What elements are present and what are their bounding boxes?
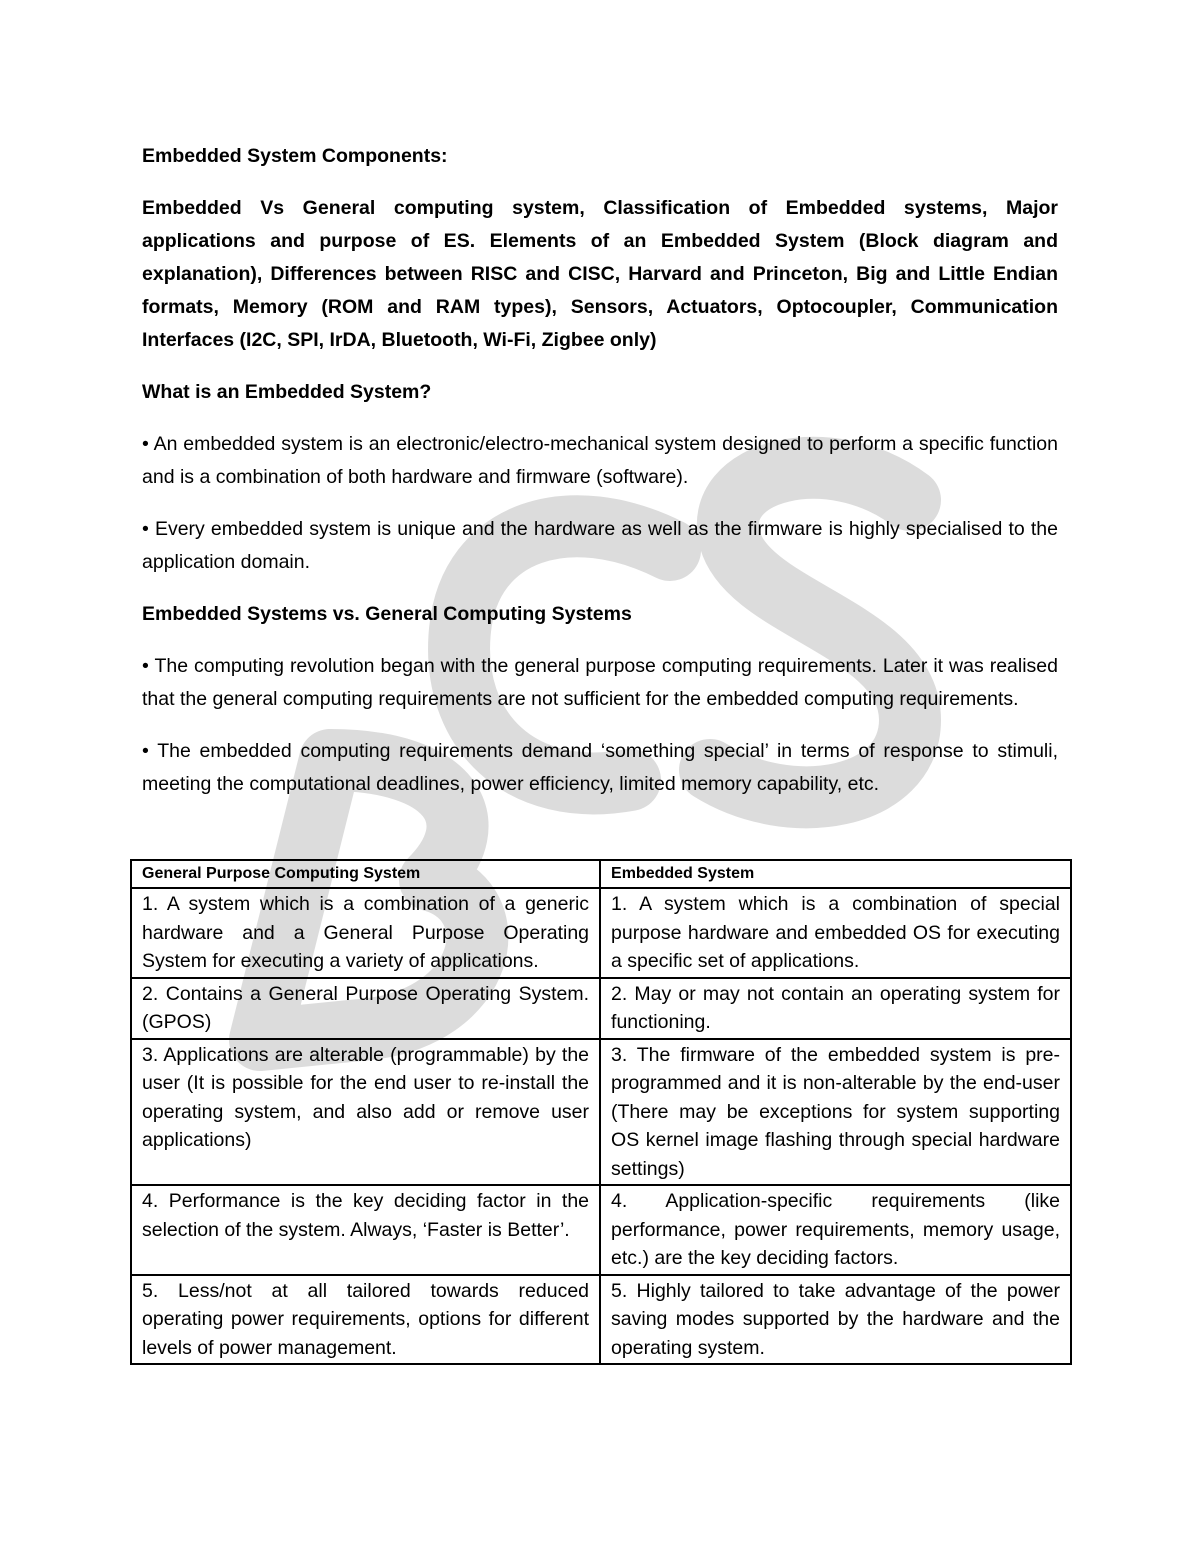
table-header-row — [131, 860, 1071, 888]
table-row — [131, 1185, 1071, 1275]
table-cell: 3. The firmware of the embedded system is pre-programmed and it is non-alterable by the end-user (There may be exceptions for system supporting OS kernel image flashing through special hardware settings) — [600, 1039, 1071, 1186]
table-cell: 4. Application-specific requirements (like performance, power requirements, memory usage, etc.) are the key deciding factors. — [600, 1185, 1071, 1275]
comparison-heading: Embedded Systems vs. General Computing Systems — [142, 603, 632, 625]
comparison-table — [130, 859, 1072, 1365]
table-row — [131, 1039, 1071, 1186]
document-body — [142, 140, 1058, 820]
column-header-embedded: Embedded System — [600, 860, 1071, 888]
definition-bullet-1: • An embedded system is an electronic/electro-mechanical system designed to perform a specific function and is a combination of both hardware and firmware (software). — [142, 433, 1058, 488]
table-cell: 2. Contains a General Purpose Operating System. (GPOS) — [131, 978, 600, 1039]
table-cell: 1. A system which is a combination of special purpose hardware and embedded OS for executing a specific set of applications. — [600, 888, 1071, 978]
syllabus-paragraph: Embedded Vs General computing system, Classification of Embedded systems, Major applications and purpose of ES. Elements of an Embedded System (Block diagram and explanation), Differences between RISC and CISC, Harvard and Princeton, Big and Little Endian formats, Memory (ROM and RAM types), Sensors, Actuators, Optocoupler, Communication Interfaces (I2C, SPI, IrDA, Bluetooth, Wi-Fi, Zigbee only) — [142, 197, 1058, 351]
table-cell: 5. Highly tailored to take advantage of the power saving modes supported by the hardware and the operating system. — [600, 1275, 1071, 1365]
question-heading-embedded-system: What is an Embedded System? — [142, 381, 432, 403]
table-row — [131, 978, 1071, 1039]
table-row — [131, 1275, 1071, 1365]
table-cell: 3. Applications are alterable (programmable) by the user (It is possible for the end user to re-install the operating system, and also add or remove user applications) — [131, 1039, 600, 1186]
column-header-general: General Purpose Computing System — [131, 860, 600, 888]
table-cell: 5. Less/not at all tailored towards reduced operating power requirements, options for different levels of power management. — [131, 1275, 600, 1365]
comparison-bullet-2: • The embedded computing requirements demand ‘something special’ in terms of response to stimuli, meeting the computational deadlines, power efficiency, limited memory capability, etc. — [142, 740, 1058, 795]
table-cell: 2. May or may not contain an operating system for functioning. — [600, 978, 1071, 1039]
table-cell: 4. Performance is the key deciding factor in the selection of the system. Always, ‘Faster is Better’. — [131, 1185, 600, 1275]
table-cell: 1. A system which is a combination of a generic hardware and a General Purpose Operating System for executing a variety of applications. — [131, 888, 600, 978]
section-title: Embedded System Components: — [142, 145, 448, 167]
table-row — [131, 888, 1071, 978]
comparison-bullet-1: • The computing revolution began with the general purpose computing requirements. Later it was realised that the general computing requirements are not sufficient for the embedded computing requirements. — [142, 655, 1058, 710]
definition-bullet-2: • Every embedded system is unique and the hardware as well as the firmware is highly specialised to the application domain. — [142, 518, 1058, 573]
